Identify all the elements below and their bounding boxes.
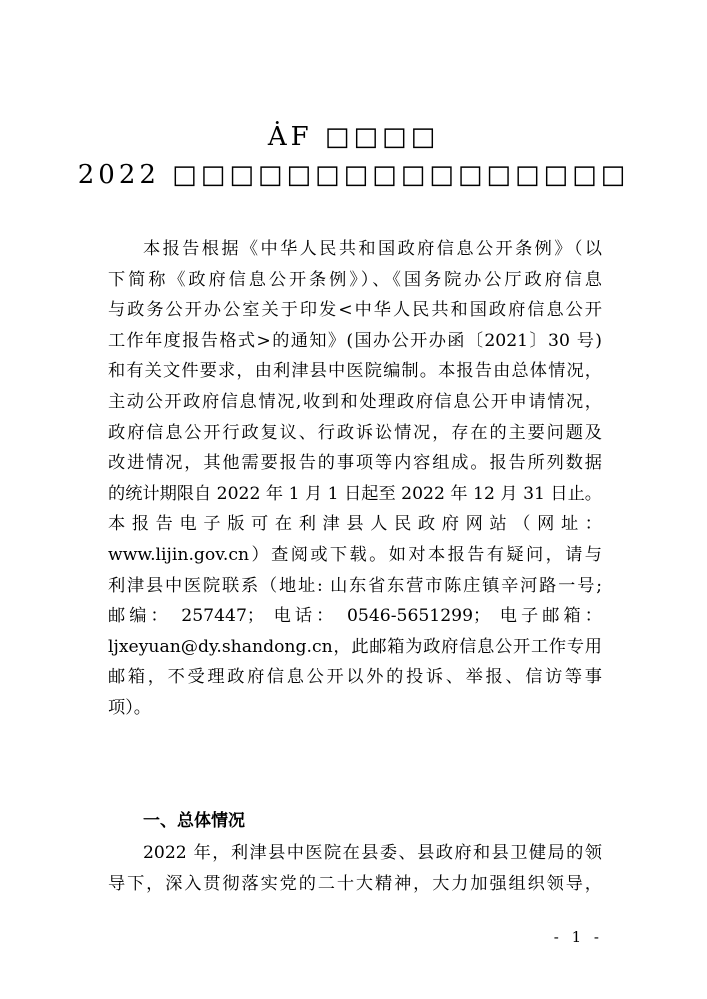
paragraph-line: 政府信息公开行政复议、行政诉讼情况，存在的主要问题及 [108, 422, 602, 443]
paragraph-line: 下简称《政府信息公开条例》）、《国务院办公厅政府信息 [108, 269, 602, 290]
paragraph-line: 邮编： 257447； 电话： 0546-5651299； 电子邮箱： [108, 606, 602, 627]
paragraph-line: www.lijin.gov.cn）查阅或下载。如对本报告有疑问，请与 [108, 544, 602, 565]
paragraph-line: 本报告电子版可在利津县人民政府网站（网址： [108, 514, 602, 535]
paragraph-line: 本报告根据《中华人民共和国政府信息公开条例》（以 [143, 239, 602, 259]
paragraph-line: 2022 年，利津县中医院在县委、县政府和县卫健局的领 [143, 843, 602, 863]
intro-paragraph [108, 234, 602, 724]
report-title-line-1: ȦF □□□□ [267, 122, 440, 152]
report-title-line-2: 2022 □□□□□□□□□□□□□□□□ [77, 160, 630, 190]
page-number: - 1 - [553, 928, 603, 946]
paragraph-line: 利津县中医院联系（地址: 山东省东营市陈庄镇辛河路一号; [108, 575, 602, 596]
section-paragraph [108, 838, 602, 899]
paragraph-line: 改进情况，其他需要报告的事项等内容组成。报告所列数据 [108, 453, 602, 474]
paragraph-line: 项）。 [108, 697, 151, 718]
paragraph-line: 导下，深入贯彻落实党的二十大精神，大力加强组织领导， [108, 873, 602, 894]
paragraph-line: 的统计期限自 2022 年 1 月 1 日起至 2022 年 12 月 31 日止。 [108, 483, 602, 504]
paragraph-line: 与政务公开办公室关于印发<中华人民共和国政府信息公开 [108, 300, 602, 321]
paragraph-line: 和有关文件要求，由利津县中医院编制。本报告由总体情况， [108, 361, 602, 382]
paragraph-line: 工作年度报告格式>的通知》(国办公开办函〔2021〕30 号) [108, 330, 602, 351]
paragraph-line: 邮箱，不受理政府信息公开以外的投诉、举报、信访等事 [108, 667, 602, 688]
paragraph-line: ljxeyuan@dy.shandong.cn，此邮箱为政府信息公开工作专用 [108, 636, 602, 657]
paragraph-line: 主动公开政府信息情况,收到和处理政府信息公开申请情况， [108, 391, 602, 412]
section-heading: 一、总体情况 [143, 811, 245, 831]
